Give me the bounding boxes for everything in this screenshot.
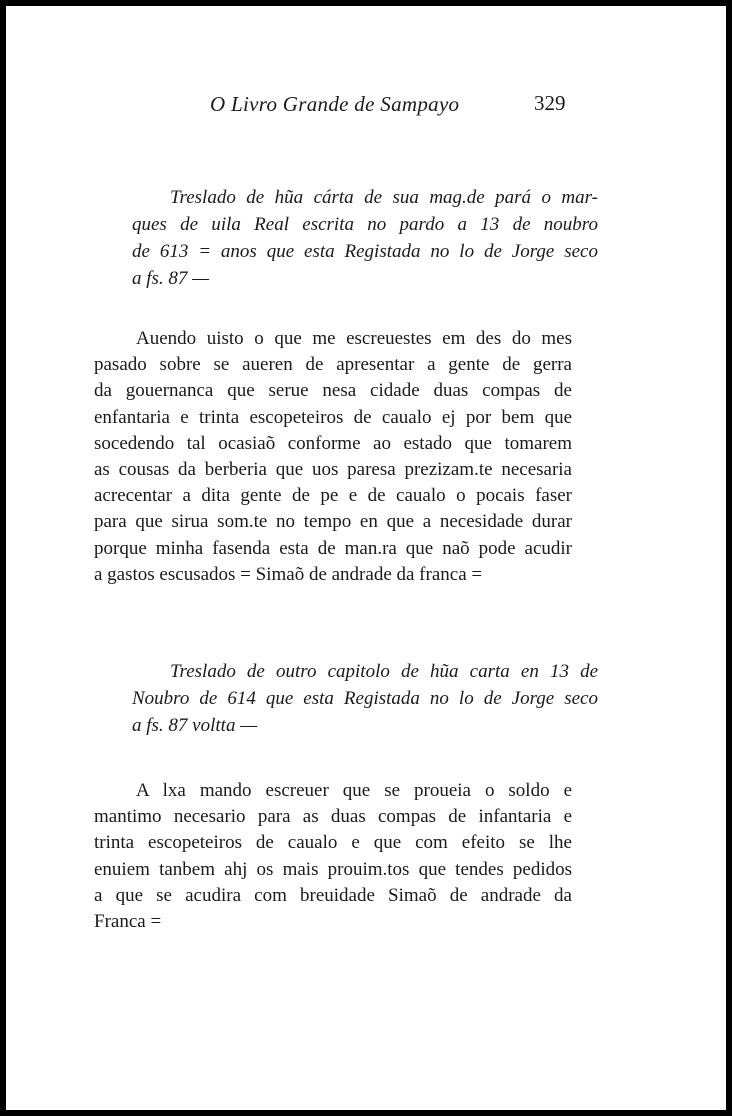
body-line: Auendo uisto o que me escreuestes em des do mes: [136, 328, 572, 349]
body-line: as cousas da berberia que uos paresa prezizam.te necesaria: [94, 458, 572, 480]
document-page: [6, 6, 726, 1110]
heading-line: a fs. 87 —: [132, 268, 210, 289]
body-line: mantimo necesario para as duas compas de infantaria e: [94, 806, 572, 828]
section2-heading: [132, 658, 598, 739]
body-line: porque minha fasenda esta de man.ra que naõ pode acudir: [94, 537, 572, 559]
body-line: enfantaria e trinta escopeteiros de caualo ej por bem que: [94, 406, 572, 428]
body-line: a que se acudira com breuidade Simaõ de andrade da: [94, 884, 572, 906]
heading-line: de 613 = anos que esta Registada no lo de Jorge seco: [132, 241, 598, 262]
body-line: enuiem tanbem ahj os mais prouim.tos que tendes pedidos: [94, 858, 572, 880]
section1-heading: [132, 184, 598, 292]
heading-line: Noubro de 614 que esta Registada no lo de Jorge seco: [132, 688, 598, 709]
heading-line: a fs. 87 voltta —: [132, 715, 258, 736]
heading-line: Treslado de hũa cárta de sua mag.de pará o mar-: [170, 187, 598, 208]
body-line: a gastos escusados = Simaõ de andrade da franca =: [94, 563, 483, 585]
page-number: 329: [534, 91, 566, 115]
body-line: pasado sobre se aueren de apresentar a gente de gerra: [94, 354, 572, 376]
body-line: da gouernanca que serue nesa cidade duas compas de: [94, 380, 572, 402]
running-head: [6, 92, 726, 118]
body-line: socedendo tal ocasiaõ conforme ao estado que tomarem: [94, 432, 572, 454]
heading-line: ques de uila Real escrita no pardo a 13 de noubro: [132, 214, 598, 235]
body-line: para que sirua som.te no tempo en que a necesidade durar: [94, 511, 572, 533]
section1-body: [94, 326, 572, 588]
section2-body: [94, 778, 572, 935]
body-line: trinta escopeteiros de caualo e que com efeito se lhe: [94, 832, 572, 854]
body-line: acrecentar a dita gente de pe e de caualo o pocais faser: [94, 485, 572, 507]
running-title: O Livro Grande de Sampayo: [210, 92, 460, 116]
heading-line: Treslado de outro capitolo de hũa carta en 13 de: [170, 661, 598, 682]
body-line: Franca =: [94, 910, 162, 932]
body-line: A lxa mando escreuer que se proueia o soldo e: [136, 780, 572, 801]
